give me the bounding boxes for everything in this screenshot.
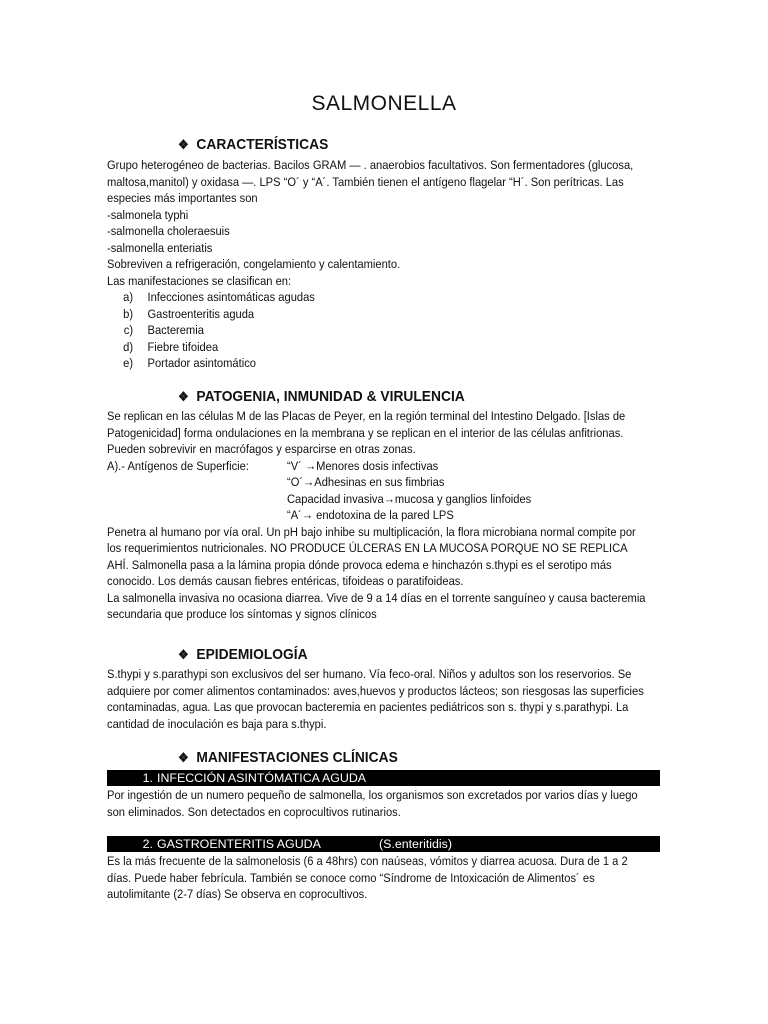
antigen-name: Capacidad invasiva — [287, 491, 384, 506]
antigen-effect: Adhesinas en sus fimbrias — [314, 475, 445, 489]
heading-text: MANIFESTACIONES CLÍNICAS — [196, 749, 398, 766]
list-marker: d) — [123, 339, 134, 354]
paragraph: La salmonella invasiva no ocasiona diarrea. Vive de 9 a 14 días en el torrente sanguíneo y causa bacteremia secundaria que produce los síntomas y signos clínicos — [107, 590, 646, 621]
heading-manifestaciones — [178, 749, 398, 766]
list-marker: c) — [123, 323, 134, 337]
arrow-right-icon: → — [301, 508, 314, 522]
arrow-right-icon: → — [383, 491, 395, 506]
heading-text: EPIDEMIOLOGÍA — [196, 646, 308, 663]
section-caracteristicas-body — [107, 157, 647, 372]
list-item — [107, 289, 647, 306]
heading-patogenia — [178, 388, 465, 405]
antigen-effect: Menores dosis infectivas — [316, 458, 439, 473]
subheading-label: INFECCIÓN ASINTÓMATICA AGUDA — [157, 771, 367, 785]
antigen-name: “A´ — [287, 508, 302, 522]
list-item-text: Fiebre tifoidea — [147, 339, 219, 354]
list-item — [107, 322, 647, 339]
paragraph: Sobreviven a refrigeración, congelamiento y calentamiento. — [107, 257, 401, 271]
subheading-extra: (S.enteritidis) — [379, 837, 452, 851]
list-item — [107, 306, 647, 323]
species-item: -salmonella enteriatis — [107, 240, 213, 255]
paragraph: Las manifestaciones se clasifican en: — [107, 273, 292, 288]
paragraph: Se replican en las células M de las Placas de Peyer, en la región terminal del Intestino Delgado. [Islas de Patogenicidad] forma ondulaciones en la membrana y se replican en el interior de las células anfitrionas. Pueden sobrevivir en macrófagos y esparcirse en otras zonas. — [107, 409, 626, 456]
heading-text: CARACTERÍSTICAS — [196, 136, 329, 153]
diamond-bullet-icon: ❖ — [178, 647, 189, 662]
subheading-bar-gastroenteritis — [107, 836, 660, 852]
antigen-row — [107, 474, 647, 491]
heading-epidemiologia — [178, 646, 308, 663]
antigen-name: “O´ — [287, 475, 304, 489]
list-item — [107, 339, 647, 356]
subheading-bar-infeccion — [107, 770, 660, 786]
list-item-text: Gastroenteritis aguda — [147, 306, 255, 321]
antigen-row — [107, 491, 647, 508]
list-marker: e) — [123, 356, 134, 370]
arrow-right-icon: → — [304, 458, 317, 473]
section-epidemiologia-body — [107, 666, 647, 732]
section-gastroenteritis-body — [107, 853, 647, 903]
document-title: SALMONELLA — [311, 92, 457, 115]
antigen-row — [107, 507, 647, 524]
arrow-right-icon: → — [303, 475, 315, 489]
heading-text: PATOGENIA, INMUNIDAD & VIRULENCIA — [196, 388, 465, 405]
subheading-number: 1. — [142, 771, 153, 785]
heading-caracteristicas — [178, 136, 328, 153]
list-marker: b) — [123, 306, 134, 321]
paragraph: Grupo heterogéneo de bacterias. Bacilos GRAM — . anaerobios facultativos. Son fermentadores (glucosa, maltosa,manitol) y oxidasa —. LPS “O´ y “A´. También tienen el antígeno flagelar “H´. Son perítricas. Las especies más importantes son — [107, 158, 634, 205]
section-patogenia-body — [107, 408, 647, 623]
antigen-name: “V´ — [287, 458, 305, 473]
paragraph: Por ingestión de un numero pequeño de salmonella, los organismos son excretados por varios días y luego son eliminados. Son detectados en coprocultivos rutinarios. — [107, 788, 638, 819]
list-item-text: Infecciones asintomáticas agudas — [147, 290, 315, 304]
paragraph: Es la más frecuente de la salmonelosis (6 a 48hrs) con naúseas, vómitos y diarrea acuosa. Dura de 1 a 2 días. Puede haber febrícula. También se conoce como “Síndrome de Intoxicación de Alimentos´ es autolimitante (2-7 días) Se observa en coprocultivos. — [107, 854, 628, 901]
list-item — [107, 355, 647, 372]
antigen-label: A).- Antígenos de Superficie: — [107, 458, 249, 473]
paragraph: Penetra al humano por vía oral. Un pH bajo inhibe su multiplicación, la flora microbiana normal compite por los requerimientos nutricionales. NO PRODUCE ÚLCERAS EN LA MUCOSA PORQUE NO SE REPLICA AHÍ. Salmonella pasa a la lámina propia dónde provoca edema e hinchazón s.thypi es el serotipo más conocido. Los demás causan fiebres entéricas, tifoideas o paratifoideas. — [107, 524, 636, 588]
list-marker: a) — [123, 290, 134, 304]
antigen-row — [107, 458, 647, 475]
diamond-bullet-icon: ❖ — [178, 137, 189, 152]
list-item-text: Bacteremia — [147, 323, 204, 337]
species-item: -salmonela typhi — [107, 207, 189, 222]
section-infeccion-body — [107, 787, 647, 820]
antigen-effect: endotoxina de la pared LPS — [313, 508, 454, 522]
subheading-number: 2. — [142, 837, 153, 851]
species-item: -salmonella choleraesuis — [107, 224, 230, 238]
diamond-bullet-icon: ❖ — [178, 750, 189, 765]
diamond-bullet-icon: ❖ — [178, 389, 189, 404]
antigen-effect: mucosa y ganglios linfoides — [394, 491, 532, 506]
list-item-text: Portador asintomático — [147, 356, 256, 370]
paragraph: S.thypi y s.parathypi son exclusivos del ser humano. Vía feco-oral. Niños y adultos son los reservorios. Se adquiere por comer alimentos contaminados: aves,huevos y productos lácteos; son riesgosas las superficies contaminadas, agua. Las que provocan bacteremia en pacientes pediátricos son s. thypi y s.parathypi. La cantidad de inoculación es baja para s.thypi. — [107, 667, 644, 731]
subheading-label: GASTROENTERITIS AGUDA — [157, 837, 321, 851]
